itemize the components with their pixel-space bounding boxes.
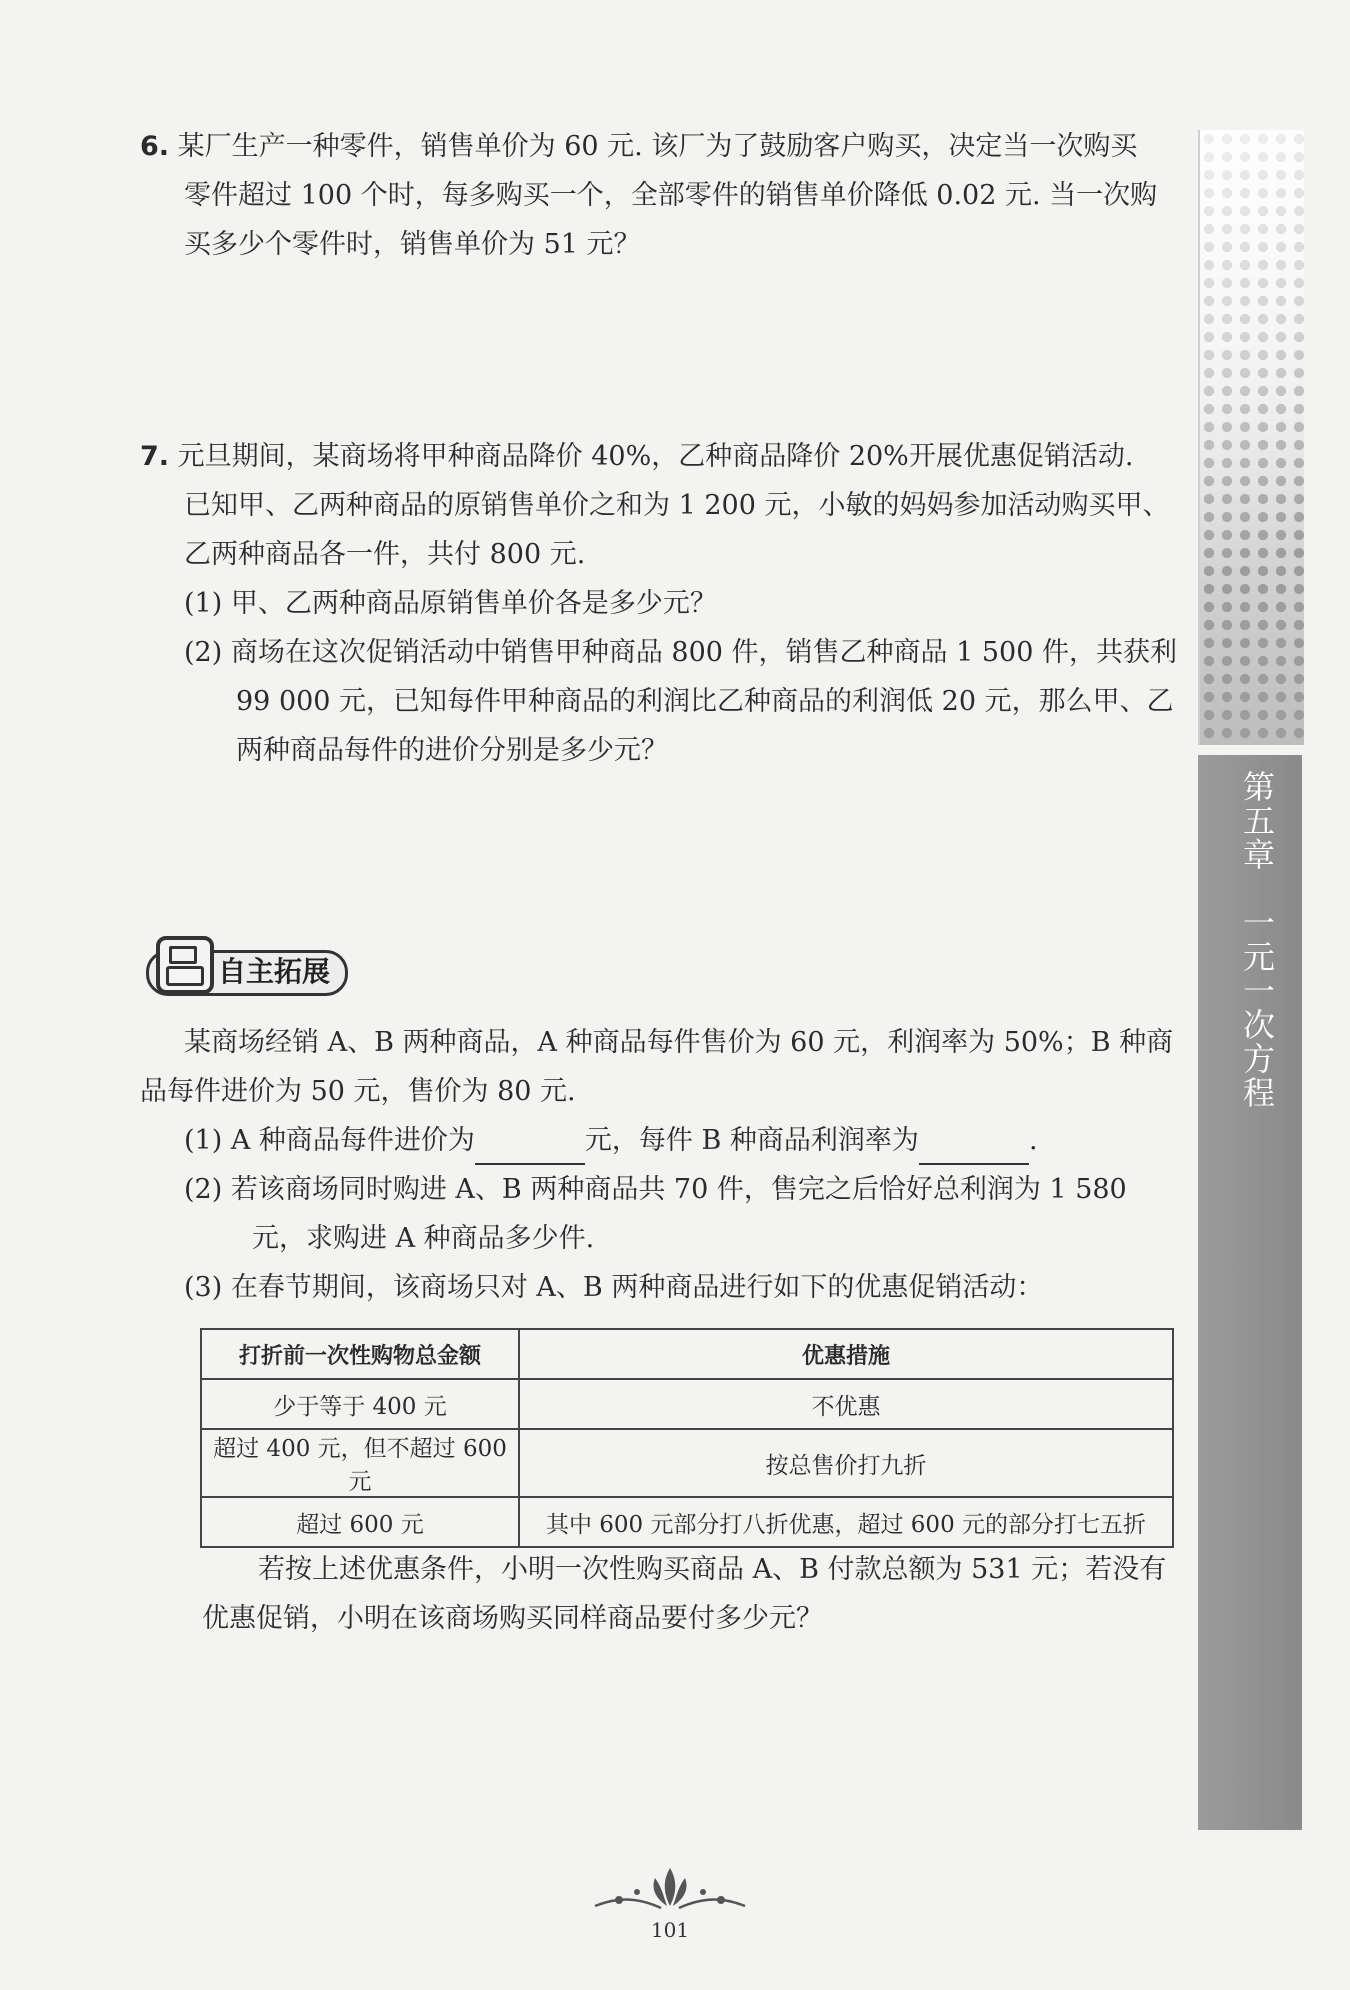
problem-text: 优惠促销，小明在该商场购买同样商品要付多少元？	[202, 1603, 823, 1634]
table-cell: 不优惠	[519, 1379, 1173, 1429]
floppy-disk-icon	[156, 936, 214, 994]
sub-question-2-cont: 元，求购进 A 种商品多少件.	[252, 1223, 595, 1254]
question-number: 7.	[140, 441, 170, 472]
table-cell: 超过 400 元，但不超过 600 元	[201, 1429, 519, 1497]
sub-question-1: (1) A 种商品每件进价为 元，每件 B 种商品利润率为 .	[140, 1116, 1180, 1165]
problem-text: 品每件进价为 50 元，售价为 80 元.	[140, 1076, 576, 1107]
problem-text: 某商场经销 A、B 两种商品，A 种商品每件售价为 60 元，利润率为 50%；B 种商	[184, 1027, 1174, 1058]
table-cell: 超过 600 元	[201, 1497, 519, 1547]
sub-question-2: (2) 商场在这次促销活动中销售甲种商品 800 件，销售乙种商品 1 500 件，共获利	[184, 637, 1177, 668]
question-text: 某厂生产一种零件，销售单价为 60 元. 该厂为了鼓励客户购买，决定当一次购买	[177, 131, 1138, 162]
leaf-ornament-icon	[585, 1862, 755, 1918]
chapter-title: 第五章 一元一次方程	[1238, 770, 1276, 1110]
discount-table	[200, 1328, 1174, 1548]
answer-blank[interactable]	[475, 1133, 585, 1165]
question-text: 元旦期间，某商场将甲种商品降价 40%，乙种商品降价 20%开展优惠促销活动.	[177, 441, 1134, 472]
table-cell: 其中 600 元部分打八折优惠，超过 600 元的部分打七五折	[519, 1497, 1173, 1547]
page-number: 101	[650, 1918, 690, 1942]
extension-conclusion	[140, 1545, 1180, 1643]
question-7	[140, 432, 1180, 775]
table-row	[201, 1379, 1173, 1429]
question-text: 乙两种商品各一件，共付 800 元.	[184, 539, 586, 570]
table-row	[201, 1497, 1173, 1547]
section-title: 自主拓展	[218, 955, 331, 988]
problem-text: 若按上述优惠条件，小明一次性购买商品 A、B 付款总额为 531 元；若没有	[258, 1554, 1167, 1585]
table-row	[201, 1429, 1173, 1497]
question-text: 零件超过 100 个时，每多购买一个，全部零件的销售单价降低 0.02 元. 当一次购	[184, 180, 1158, 211]
question-text: 买多少个零件时，销售单价为 51 元？	[184, 229, 641, 260]
table-cell: 少于等于 400 元	[201, 1379, 519, 1429]
chapter-band-decoration	[1198, 130, 1304, 745]
table-header-cell: 优惠措施	[519, 1329, 1173, 1379]
question-number: 6.	[140, 131, 170, 162]
sub-question-2-cont: 两种商品每件的进价分别是多少元？	[236, 735, 668, 766]
section-header-self-extension	[140, 936, 350, 992]
table-header-row	[201, 1329, 1173, 1379]
table-cell: 按总售价打九折	[519, 1429, 1173, 1497]
sub-question-2-cont: 99 000 元，已知每件甲种商品的利润比乙种商品的利润低 20 元，那么甲、乙	[236, 686, 1174, 717]
answer-blank[interactable]	[919, 1133, 1029, 1165]
table-header-cell: 打折前一次性购物总金额	[201, 1329, 519, 1379]
extension-problem	[140, 1018, 1180, 1312]
sub-question-3: (3) 在春节期间，该商场只对 A、B 两种商品进行如下的优惠促销活动：	[184, 1272, 1044, 1303]
question-6	[140, 122, 1180, 269]
sub-question-2: (2) 若该商场同时购进 A、B 两种商品共 70 件，售完之后恰好总利润为 1 580	[184, 1174, 1127, 1205]
question-text: 已知甲、乙两种商品的原销售单价之和为 1 200 元，小敏的妈妈参加活动购买甲、	[184, 490, 1170, 521]
sub-question-1: (1) 甲、乙两种商品原销售单价各是多少元？	[184, 588, 717, 619]
